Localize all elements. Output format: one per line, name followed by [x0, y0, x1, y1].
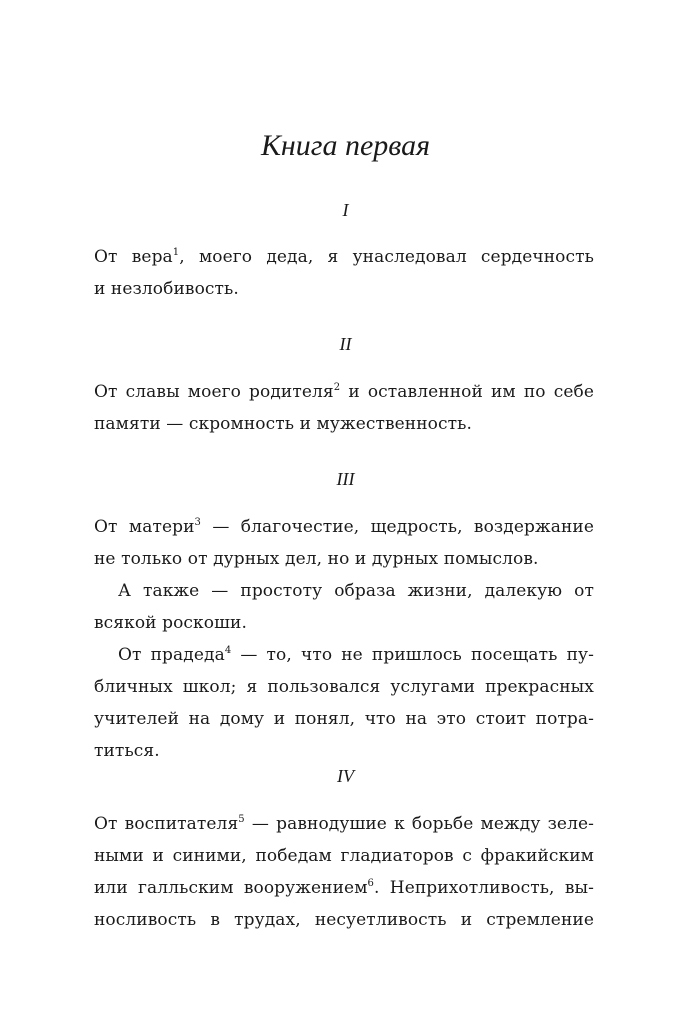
text-line: От воспитателя$^5$ — равнодушие к борьбе между зеле- [94, 814, 595, 834]
text-line: носливость в трудах, несуетливость и стремление [94, 910, 594, 930]
text-line: От славы моего родителя$^2$ и оставленной им по себе [94, 382, 594, 402]
footnote-ref[interactable]: 6 [367, 878, 374, 889]
text-line: От матери$^3$ — благочестие, щедрость, воздержание [94, 517, 595, 537]
footnote-ref[interactable]: 4 [224, 645, 232, 656]
text-line: памяти — скромность и мужественность. [94, 414, 472, 434]
text-line: От вера$^1$, моего деда, я унаследовал сердечность [94, 247, 594, 267]
text-line: учителей на дому и понял, что на это стоит потра- [94, 709, 594, 729]
text-line: А также — простоту образа жизни, далекую от [118, 581, 594, 601]
section-numeral: II [339, 334, 352, 354]
section-paragraph [94, 511, 594, 767]
text-line: От прадеда$^4$ — то, что не пришлось посещать пу- [118, 645, 594, 665]
footnote-ref[interactable]: 3 [194, 517, 201, 528]
text-line: бличных школ; я пользовался услугами прекрасных [94, 677, 594, 697]
section-numeral: I [342, 200, 349, 220]
text-line: всякой роскоши. [94, 613, 247, 633]
text-line: или галльским вооружением$^6$. Неприхотливость, вы- [94, 878, 594, 898]
footnote-ref[interactable]: 2 [333, 382, 341, 393]
footnote-ref[interactable]: 5 [238, 814, 245, 825]
text-line: титься. [94, 741, 160, 761]
text-line: ными и синими, победам гладиаторов с фракийским [94, 846, 594, 866]
footnote-ref[interactable]: 1 [172, 247, 180, 258]
section-paragraph [94, 241, 594, 305]
text-line: и незлобивость. [94, 279, 239, 299]
section-numeral: III [336, 469, 355, 489]
section-paragraph [94, 808, 594, 936]
section-paragraph [94, 376, 594, 440]
book-title: Книга первая [260, 129, 431, 162]
text-line: не только от дурных дел, но и дурных помыслов. [94, 549, 539, 569]
section-numeral: IV [337, 766, 354, 786]
